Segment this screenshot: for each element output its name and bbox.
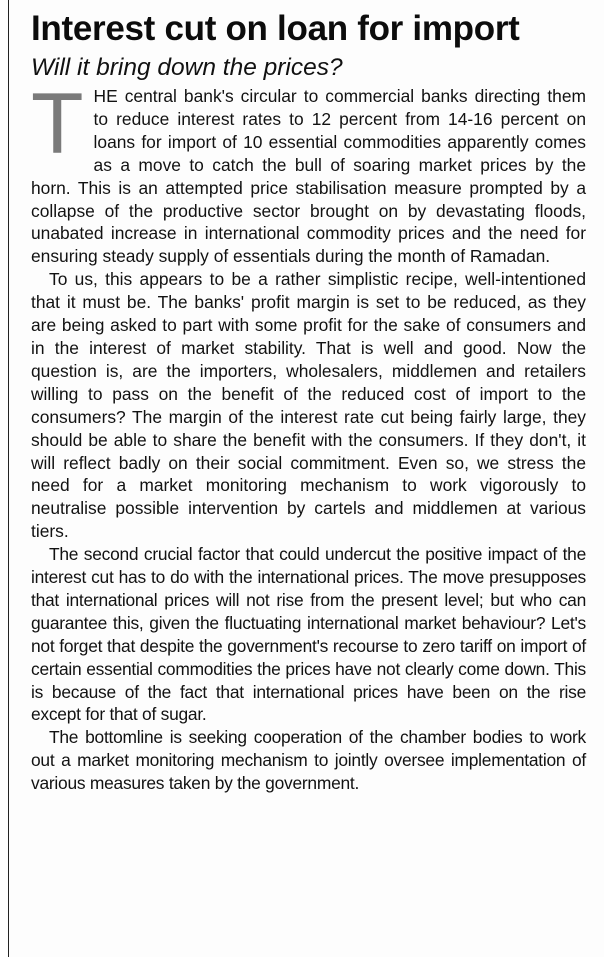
subheadline: Will it bring down the prices? xyxy=(31,54,343,81)
drop-cap: T xyxy=(31,76,84,172)
paragraph-1-text: HE central bank's circular to commercial banks directing them to reduce interest rates to 12 percent from 14-16 percent on loans for import of 10 essential commodities apparently comes as a move to catch the bull of soaring market prices by the horn. This is an attempted price stabilisation measure prompted by a collapse of the productive sector brought on by devastating floods, unabated increase in international commodity prices and the need for ensuring steady supply of essentials during the month of Ramadan. xyxy=(31,86,586,267)
paragraph-1 xyxy=(31,76,586,268)
paragraph-3: The second crucial factor that could undercut the positive impact of the interest cut has to do with the international prices. The move presupposes that international prices will not rise from the present level; but who can guarantee this, given the fluctuating international market behaviour? Let's not forget that despite the government's recourse to zero tariff on import of certain essential commodities the prices have not clearly come down. This is because of the fact that international prices have been on the rise except for that of sugar. xyxy=(31,544,586,725)
newspaper-editorial-clipping xyxy=(8,0,604,957)
paragraph-4: The bottomline is seeking cooperation of the chamber bodies to work out a market monitoring mechanism to jointly oversee implementation of various measures taken by the government. xyxy=(31,727,586,794)
paragraph-2: To us, this appears to be a rather simplistic recipe, well-intentioned that it must be. The banks' profit margin is set to be reduced, as they are being asked to part with some profit for the sake of consumers and in the interest of market stability. That is well and good. Now the question is, are the importers, wholesalers, middlemen and retailers willing to pass on the benefit of the reduced cost of import to the consumers? The margin of the interest rate cut being fairly large, they should be able to share the benefit with the consumers. If they don't, it will reflect badly on their social commitment. Even so, we stress the need for a market monitoring mechanism to work vigorously to neutralise possible intervention by cartels and middlemen at various tiers. xyxy=(31,269,586,542)
headline: Interest cut on loan for import xyxy=(31,9,520,48)
article-body xyxy=(31,76,586,795)
